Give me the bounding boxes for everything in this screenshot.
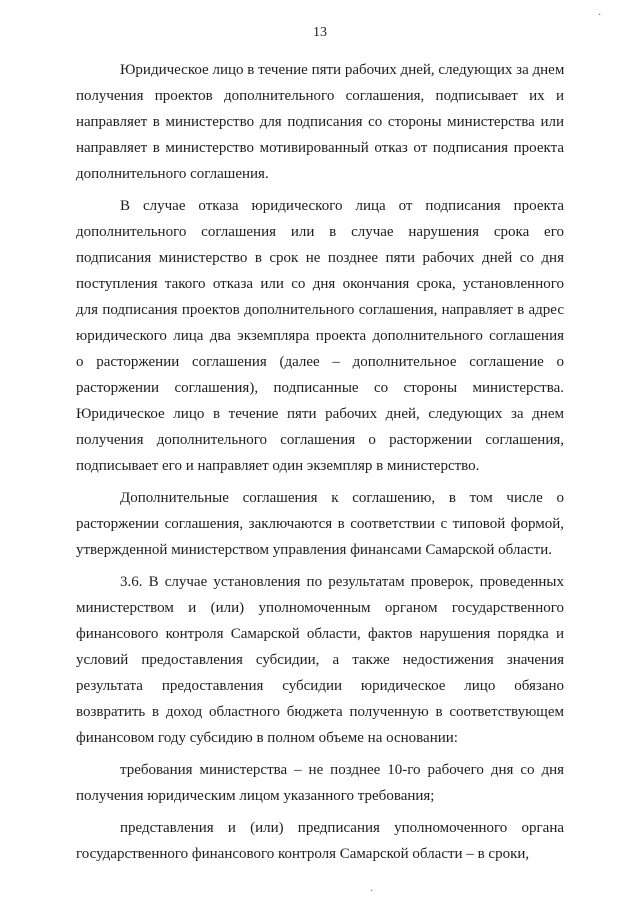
text-line: расторжении соглашения, заключаются в соответствии с типовой формой, [76, 516, 564, 532]
paragraph [76, 485, 564, 563]
text-line: утвержденной министерством управления финансами Самарской области. [76, 542, 552, 558]
text-line: о расторжении соглашения (далее – дополнительное соглашение о [76, 354, 564, 370]
page-number: 13 [313, 25, 327, 40]
text-line: юридического лица два экземпляра проекта дополнительного соглашения [76, 328, 564, 344]
text-line: требования министерства – не позднее 10-го рабочего дня со дня [120, 762, 564, 778]
text-line: получения проектов дополнительного соглашения, подписывает их и [76, 88, 564, 104]
text-line: результата предоставления субсидии юридическое лицо обязано [76, 678, 564, 694]
text-line: поступления такого отказа или со дня окончания срока, установленного [76, 276, 564, 292]
text-line: получения дополнительного соглашения о расторжении соглашения, [76, 432, 564, 448]
text-line: представления и (или) предписания уполномоченного органа [120, 820, 564, 836]
text-line: финансовом году субсидию в полном объеме на основании: [76, 730, 458, 746]
text-line: расторжении соглашения), подписанные со стороны министерства. [76, 380, 564, 396]
text-line: подписания министерство в срок не позднее пяти рабочих дней со дня [76, 250, 564, 266]
scan-speck: · [598, 10, 602, 21]
paragraph [76, 569, 564, 751]
text-line: подписывает его и направляет один экземпляр в министерство. [76, 458, 480, 474]
document-body [76, 57, 564, 873]
text-line: Дополнительные соглашения к соглашению, в том числе о [120, 490, 564, 506]
text-line: условий предоставления субсидии, а также недостижения значения [76, 652, 564, 668]
text-line: направляет в министерство для подписания со стороны министерства или [76, 114, 564, 130]
text-line: дополнительного соглашения или в случае нарушения срока его [76, 224, 564, 240]
text-line: направляет в министерство мотивированный отказ от подписания проекта [76, 140, 564, 156]
text-line: В случае отказа юридического лица от подписания проекта [120, 198, 564, 214]
text-line: возвратить в доход областного бюджета полученную в соответствующем [76, 704, 564, 720]
text-line: Юридическое лицо в течение пяти рабочих дней, следующих за днем [120, 62, 565, 78]
text-line: дополнительного соглашения. [76, 166, 269, 182]
paragraph [76, 57, 564, 187]
paragraph [76, 193, 564, 479]
paragraph [76, 757, 564, 809]
paragraph [76, 815, 564, 867]
text-line: государственного финансового контроля Самарской области – в сроки, [76, 846, 530, 862]
text-line: для подписания проектов дополнительного соглашения, направляет в адрес [76, 302, 564, 318]
text-line: финансового контроля Самарской области, фактов нарушения порядка и [76, 626, 564, 642]
scan-speck: · [370, 886, 374, 897]
text-line: министерством и (или) уполномоченным органом государственного [76, 600, 564, 616]
text-line: 3.6. В случае установления по результатам проверок, проведенных [120, 574, 564, 590]
text-line: Юридическое лицо в течение пяти рабочих дней, следующих за днем [76, 406, 564, 422]
text-line: получения юридическим лицом указанного требования; [76, 788, 435, 804]
